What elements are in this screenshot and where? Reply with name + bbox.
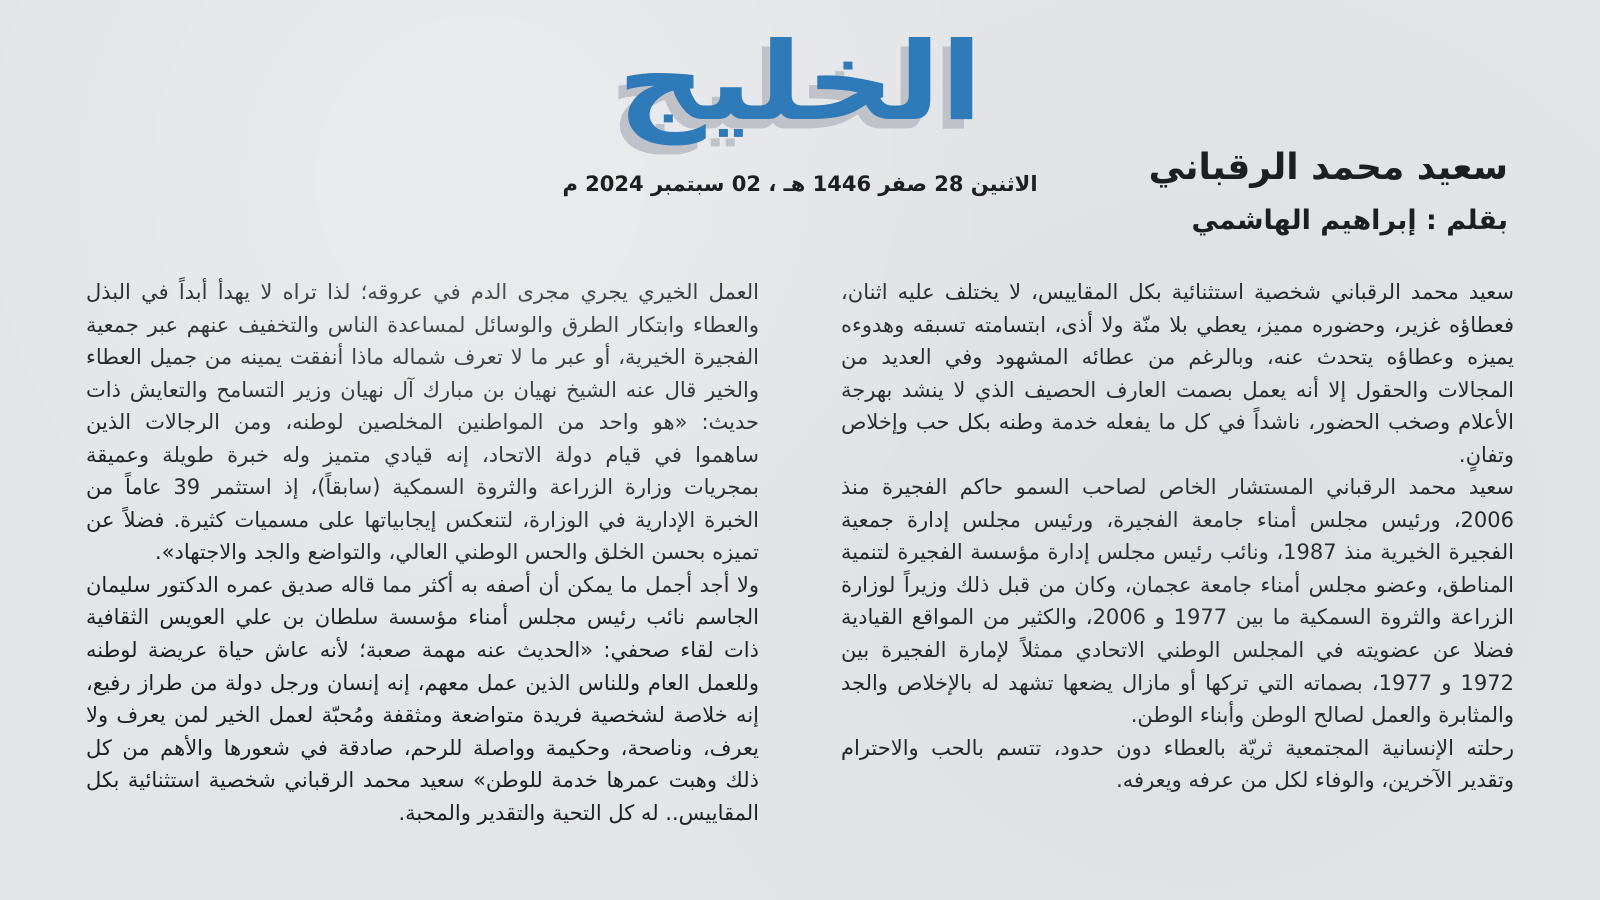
article-title: سعيد محمد الرقباني [1148,147,1508,188]
right-column [841,276,1514,829]
page-header [0,0,1600,258]
alkhaleej-logo[interactable]: الخليج [617,18,983,146]
article-byline: بقلم : إبراهيم الهاشمي [1191,205,1508,237]
article-paragraph: سعيد محمد الرقباني المستشار الخاص لصاحب السمو حاكم الفجيرة منذ 2006، ورئيس مجلس أمناء جامعة الفجيرة، ورئيس مجلس إدارة جمعية الفجيرة الخيرية منذ 1987، ونائب رئيس مجلس إدارة مؤسسة الفجيرة لتنمية المناطق، وعضو مجلس أمناء جامعة عجمان، وكان من قبل ذلك وزيراً لوزارة الزراعة والثروة السمكية ما بين 1977 و 2006، والكثير من المواقع القيادية فضلا عن عضويته في المجلس الوطني الاتحادي ممثلاً لإمارة الفجيرة بين 1972 و 1977، بصماته التي تركها أو مازال يضعها تشهد له بالإخلاص والجد والمثابرة والعمل لصالح الوطن وأبناء الوطن. [841,475,1514,728]
left-column [86,276,759,829]
article-header [1149,146,1508,236]
masthead [617,14,983,146]
article-paragraph: سعيد محمد الرقباني شخصية استثنائية بكل المقاييس، لا يختلف عليه اثنان، فعطاؤه غزير، وحضوره مميز، يعطي بلا منّة ولا أذى، ابتسامته تسبقه وهدوءه يميزه وعطاؤه يتحدث عنه، وبالرغم من عطائه المشهود وفي العديد من المجالات والحقول إلا أنه يعمل بصمت العارف الحصيف الذي لا ينشد بهرجة الأعلام وصخب الحضور، ناشداً في كل ما يفعله خدمة وطنه بكل حب وإخلاص وتفانٍ. [841,280,1514,467]
article-body [0,276,1600,829]
article-paragraph: العمل الخيري يجري مجرى الدم في عروقه؛ لذا تراه لا يهدأ أبداً في البذل والعطاء وابتكار الطرق والوسائل لمساعدة الناس والتخفيف عنهم عبر جمعية الفجيرة الخيرية، أو عبر ما لا تعرف شماله ماذا أنفقت يمينه من جميل العطاء والخير قال عنه الشيخ نهيان بن مبارك آل نهيان وزير التسامح والتعايش ذات حديث: «هو واحد من المواطنين المخلصين لوطنه، ومن الرجالات الذين ساهموا في قيام دولة الاتحاد، إنه قيادي متميز وله خبرة طويلة وعميقة بمجريات وزارة الزراعة والثروة السمكية (سابقاً)، إذ استثمر 39 عاماً من الخبرة الإدارية في الوزارة، لتنعكس إيجابياتها على مسميات كثيرة. فضلاً عن تميزه بحسن الخلق والحس الوطني العالي، والتواضع والجد والاجتهاد». [86,280,760,565]
article-paragraph: رحلته الإنسانية المجتمعية ثريّة بالعطاء دون حدود، تتسم بالحب والاحترام وتقدير الآخرين، والوفاء لكل من عرفه ويعرفه. [841,735,1514,793]
date-line: الاثنين 28 صفر 1446 هـ ، 02 سبتمبر 2024 م [562,172,1038,196]
article-paragraph: ولا أجد أجمل ما يمكن أن أصفه به أكثر مما قاله صديق عمره الدكتور سليمان الجاسم نائب رئيس مجلس أمناء مؤسسة سلطان بن علي العويس الثقافية ذات لقاء صحفي: «الحديث عنه مهمة صعبة؛ لأنه عاش حياة عريضة لوطنه وللعمل العام وللناس الذين عمل معهم، إنه إنسان ورجل دولة من طراز رفيع، إنه خلاصة لشخصية فريدة متواضعة ومثقفة ومُحبّة لعمل الخير لمن يعرف ولا يعرف، وناصحة، وحكيمة وواصلة للرحم، صادقة في شعورها والأهم من كل ذلك وهبت عمرها خدمة للوطن» سعيد محمد الرقباني شخصية استثنائية بكل المقاييس.. له كل التحية والتقدير والمحبة. [86,572,759,825]
